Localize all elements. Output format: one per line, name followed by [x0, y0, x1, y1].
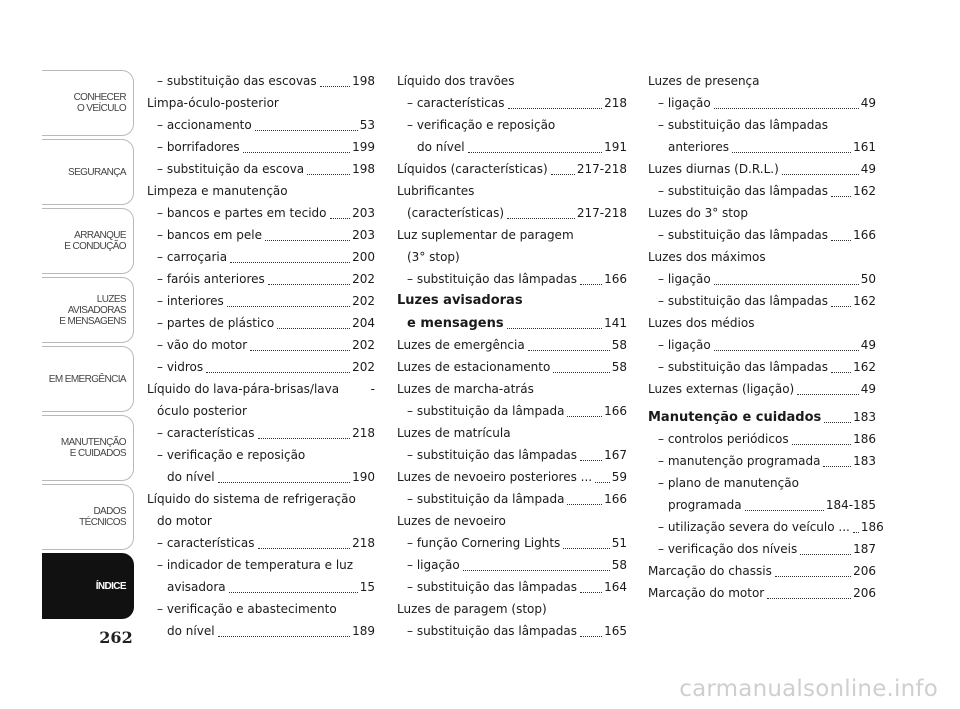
tab-luzes-avisadoras-e-mensagens[interactable]: LUZES AVISADORAS E MENSAGENS	[42, 277, 134, 343]
entry-page-number: 187	[853, 542, 876, 556]
entry-text: – bancos e partes em tecido	[157, 206, 327, 220]
entry-page-number: 217-218	[576, 206, 627, 220]
entry-text: – verificação e reposição	[407, 118, 556, 132]
entry-text: Luzes dos máximos	[648, 250, 766, 264]
entry-text: – verificação dos níveis	[658, 542, 798, 556]
entry-text: – partes de plástico	[157, 316, 275, 330]
index-entry	[147, 422, 375, 444]
index-entry	[648, 582, 876, 604]
entry-text: – manutenção programada	[658, 454, 821, 468]
entry-text: Lubrificantes	[397, 184, 475, 198]
entry-text: Limpa-óculo-posterior	[147, 96, 279, 110]
index-entry	[147, 488, 375, 510]
index-entry	[147, 356, 375, 378]
index-entry	[397, 334, 627, 356]
dot-leader	[831, 240, 851, 241]
dot-leader	[745, 510, 824, 511]
entry-page-number: 202	[352, 294, 375, 308]
tab-em-emergência[interactable]: EM EMERGÊNCIA	[42, 346, 134, 412]
dot-leader	[782, 174, 859, 175]
dot-leader	[277, 328, 350, 329]
entry-page-number: 183	[853, 454, 876, 468]
entry-text: – substituição das lâmpadas	[407, 448, 577, 462]
index-entry	[648, 378, 876, 400]
entry-text: (características)	[407, 206, 505, 220]
index-entry	[147, 136, 375, 158]
entry-page-number: 165	[604, 624, 627, 638]
index-entry	[147, 400, 375, 422]
index-entry	[648, 472, 876, 494]
entry-text: Marcação do motor	[648, 586, 765, 600]
entry-page-number: 202	[352, 338, 375, 352]
entry-page-number: 202	[352, 360, 375, 374]
dot-leader	[775, 576, 851, 577]
watermark: carmanualsonline.info	[679, 676, 938, 702]
dot-leader	[229, 592, 358, 593]
index-entry	[147, 576, 375, 598]
entry-text: – indicador de temperatura e luz	[157, 558, 354, 572]
entry-text: – utilização severa do veículo ...	[658, 520, 850, 534]
entry-page-number: 198	[352, 74, 375, 88]
dot-leader	[831, 306, 851, 307]
entry-page-number: 218	[352, 426, 375, 440]
entry-text: do motor	[157, 514, 212, 528]
entry-page-number: 162	[853, 360, 876, 374]
dot-leader	[258, 438, 351, 439]
entry-page-number: 189	[352, 624, 375, 638]
entry-text: – vão do motor	[157, 338, 248, 352]
dot-leader	[463, 570, 610, 571]
entry-page-number: 166	[853, 228, 876, 242]
index-entry	[147, 92, 375, 114]
dot-leader	[307, 174, 350, 175]
dot-leader	[567, 416, 602, 417]
index-entry	[648, 494, 876, 516]
entry-page-number: 49	[860, 382, 876, 396]
entry-text: Luzes dos médios	[648, 316, 755, 330]
index-entry	[397, 444, 627, 466]
index-entry	[147, 312, 375, 334]
entry-text: – substituição das lâmpadas	[658, 360, 828, 374]
entry-page-number: 49	[860, 96, 876, 110]
index-entry	[397, 290, 627, 312]
entry-text: Luzes de marcha-atrás	[397, 382, 534, 396]
dot-leader	[580, 636, 602, 637]
dot-leader	[563, 548, 609, 549]
entry-text: – substituição das lâmpadas	[407, 272, 577, 286]
index-entry	[648, 450, 876, 472]
entry-text: – borrifadores	[157, 140, 240, 154]
index-entry	[397, 400, 627, 422]
entry-text: – características	[407, 96, 505, 110]
entry-text: Luzes externas (ligação)	[648, 382, 795, 396]
entry-page-number: 217-218	[576, 162, 627, 176]
entry-page-number: 58	[611, 360, 627, 374]
entry-page-number: 58	[611, 558, 627, 572]
entry-text: – accionamento	[157, 118, 252, 132]
dot-leader	[792, 444, 852, 445]
entry-page-number: 202	[352, 272, 375, 286]
index-entry	[397, 378, 627, 400]
dot-leader	[508, 108, 603, 109]
entry-page-number: 203	[352, 206, 375, 220]
entry-text: – substituição das lâmpadas	[658, 294, 828, 308]
entry-text: Marcação do chassis	[648, 564, 772, 578]
dot-leader	[823, 466, 851, 467]
entry-text: Luzes de nevoeiro posteriores ...	[397, 470, 593, 484]
entry-text: Luzes do 3° stop	[648, 206, 748, 220]
entry-text: – substituição das escovas	[157, 74, 317, 88]
dot-leader	[714, 284, 859, 285]
index-entry	[648, 202, 876, 224]
index-entry	[147, 224, 375, 246]
entry-page-number: 141	[604, 316, 627, 330]
dot-leader	[580, 592, 602, 593]
index-entry	[648, 268, 876, 290]
entry-page-number: 58	[611, 338, 627, 352]
entry-page-number: 186	[853, 432, 876, 446]
tab-dados-técnicos[interactable]: DADOS TÉCNICOS	[42, 484, 134, 550]
entry-text: óculo posterior	[157, 404, 247, 418]
dot-leader	[243, 152, 350, 153]
dot-leader	[824, 422, 851, 423]
index-entry	[397, 532, 627, 554]
index-entry	[397, 422, 627, 444]
index-entry	[397, 356, 627, 378]
tab-índice[interactable]: ÍNDICE	[42, 553, 134, 619]
entry-text: – vidros	[157, 360, 204, 374]
entry-text: – características	[157, 426, 255, 440]
index-entry	[397, 620, 627, 642]
index-entry	[648, 70, 876, 92]
entry-text: – verificação e reposição	[157, 448, 306, 462]
index-entry	[147, 180, 375, 202]
section-tabs	[42, 70, 134, 622]
index-entry	[147, 444, 375, 466]
entry-text: anteriores	[668, 140, 729, 154]
entry-page-number: 50	[860, 272, 876, 286]
entry-page-number: 49	[860, 162, 876, 176]
entry-text: – carroçaria	[157, 250, 228, 264]
entry-text: do nível	[417, 140, 465, 154]
entry-page-number: 190	[352, 470, 375, 484]
index-entry	[147, 334, 375, 356]
dot-leader	[528, 350, 610, 351]
index-column-2	[397, 70, 627, 642]
entry-page-number: 15	[359, 580, 375, 594]
entry-text: – plano de manutenção	[658, 476, 799, 490]
tab-manutenção-e-cuidados[interactable]: MANUTENÇÃO E CUIDADOS	[42, 415, 134, 481]
entry-text: Líquido do lava-pára-brisas/lava	[147, 382, 340, 396]
index-entry	[397, 92, 627, 114]
entry-page-number: 164	[604, 580, 627, 594]
index-entry	[397, 224, 627, 246]
index-entry	[397, 268, 627, 290]
dot-leader	[218, 636, 351, 637]
dot-leader	[800, 554, 851, 555]
entry-page-number: 218	[352, 536, 375, 550]
index-entry	[397, 202, 627, 224]
entry-text: Luz suplementar de paragem	[397, 228, 574, 242]
index-entry	[397, 488, 627, 510]
index-entry	[147, 620, 375, 642]
dot-leader	[580, 284, 602, 285]
entry-text: programada	[668, 498, 742, 512]
dot-leader	[714, 350, 859, 351]
entry-page-number: 51	[611, 536, 627, 550]
entry-text: – função Cornering Lights	[407, 536, 561, 550]
dot-leader	[265, 240, 350, 241]
index-entry	[147, 598, 375, 620]
entry-page-number: 162	[853, 184, 876, 198]
index-column-1	[147, 70, 375, 642]
dot-leader	[732, 152, 851, 153]
entry-text: – controlos periódicos	[658, 432, 789, 446]
entry-text: Luzes diurnas (D.R.L.)	[648, 162, 779, 176]
entry-text: (3° stop)	[407, 250, 460, 264]
index-entry	[648, 158, 876, 180]
entry-text: – substituição da escova	[157, 162, 305, 176]
index-entry	[147, 532, 375, 554]
entry-page-number: 204	[352, 316, 375, 330]
entry-text: – bancos em pele	[157, 228, 262, 242]
dot-leader	[507, 328, 603, 329]
entry-text: Luzes de emergência	[397, 338, 525, 352]
dot-leader	[255, 130, 358, 131]
index-entry	[397, 114, 627, 136]
entry-text: – verificação e abastecimento	[157, 602, 337, 616]
index-entry	[648, 114, 876, 136]
entry-text: Manutenção e cuidados	[648, 410, 822, 425]
index-entry	[648, 224, 876, 246]
dot-leader	[258, 548, 351, 549]
entry-page-number: 166	[604, 492, 627, 506]
dot-leader	[206, 372, 350, 373]
tab-segurança[interactable]: SEGURANÇA	[42, 139, 134, 205]
entry-page-number: 166	[604, 404, 627, 418]
entry-text: – substituição da lâmpada	[407, 404, 565, 418]
entry-page-number: 198	[352, 162, 375, 176]
entry-text: e mensagens	[407, 316, 504, 331]
entry-page-number: 200	[352, 250, 375, 264]
entry-text: – substituição das lâmpadas	[407, 624, 577, 638]
index-column-3	[648, 70, 884, 604]
dot-leader	[553, 372, 609, 373]
entry-text: – substituição das lâmpadas	[658, 228, 828, 242]
index-entry	[147, 70, 375, 92]
index-entry	[648, 246, 876, 268]
dot-leader	[853, 532, 859, 533]
dot-leader	[551, 174, 575, 175]
entry-page-number: 53	[359, 118, 375, 132]
entry-page-number: 191	[604, 140, 627, 154]
entry-page-number: 183	[853, 410, 876, 424]
dot-leader	[218, 482, 351, 483]
index-entry	[648, 356, 876, 378]
entry-page-number: 49	[860, 338, 876, 352]
dot-leader	[468, 152, 603, 153]
index-entry	[648, 180, 876, 202]
dot-leader	[567, 504, 602, 505]
dot-leader	[831, 196, 851, 197]
entry-text: avisadora	[167, 580, 226, 594]
index-entry	[397, 510, 627, 532]
dot-leader	[320, 86, 350, 87]
index-entry	[648, 136, 876, 158]
index-entry	[397, 466, 627, 488]
entry-text: – substituição da lâmpada	[407, 492, 565, 506]
entry-text: – ligação	[658, 272, 711, 286]
dot-leader	[595, 482, 610, 483]
dot-leader	[230, 262, 350, 263]
line-break-hyphen: -	[370, 382, 375, 396]
entry-text: Luzes de presença	[648, 74, 760, 88]
entry-text: do nível	[167, 470, 215, 484]
index-entry	[397, 180, 627, 202]
index-entry	[147, 510, 375, 532]
entry-page-number: 184-185	[825, 498, 876, 512]
dot-leader	[330, 218, 351, 219]
entry-text: Luzes avisadoras	[397, 293, 523, 308]
index-entry	[648, 92, 876, 114]
entry-text: Luzes de estacionamento	[397, 360, 551, 374]
dot-leader	[507, 218, 575, 219]
index-entry	[147, 378, 375, 400]
page-number: 262	[99, 628, 133, 647]
index-entry	[147, 158, 375, 180]
dot-leader	[767, 598, 851, 599]
index-entry	[147, 554, 375, 576]
entry-page-number: 199	[352, 140, 375, 154]
entry-page-number: 59	[611, 470, 627, 484]
entry-page-number: 218	[604, 96, 627, 110]
index-entry	[397, 158, 627, 180]
dot-leader	[831, 372, 851, 373]
index-entry	[648, 560, 876, 582]
index-entry	[147, 114, 375, 136]
entry-page-number: 206	[853, 586, 876, 600]
index-entry	[147, 466, 375, 488]
index-entry	[397, 136, 627, 158]
index-entry	[397, 598, 627, 620]
entry-page-number: 161	[853, 140, 876, 154]
index-entry	[648, 428, 876, 450]
entry-page-number: 166	[604, 272, 627, 286]
entry-page-number: 162	[853, 294, 876, 308]
index-entry	[648, 290, 876, 312]
entry-page-number: 186	[860, 520, 884, 534]
entry-text: do nível	[167, 624, 215, 638]
entry-text: Líquidos (características)	[397, 162, 548, 176]
entry-page-number: 206	[853, 564, 876, 578]
index-entry	[648, 516, 884, 538]
index-entry	[147, 290, 375, 312]
tab-arranque-e-condução[interactable]: ARRANQUE E CONDUÇÃO	[42, 208, 134, 274]
index-entry	[397, 246, 627, 268]
entry-text: – características	[157, 536, 255, 550]
entry-text: – interiores	[157, 294, 224, 308]
dot-leader	[268, 284, 350, 285]
entry-text: Líquido dos travões	[397, 74, 515, 88]
entry-text: – ligação	[658, 96, 711, 110]
index-entry	[397, 70, 627, 92]
index-entry	[147, 268, 375, 290]
index-entry	[648, 334, 876, 356]
dot-leader	[580, 460, 602, 461]
entry-text: – substituição das lâmpadas	[407, 580, 577, 594]
entry-text: Luzes de paragem (stop)	[397, 602, 547, 616]
tab-conhecer-o-veículo[interactable]: CONHECER O VEÍCULO	[42, 70, 134, 136]
index-entry	[648, 312, 876, 334]
entry-page-number: 167	[604, 448, 627, 462]
index-entry	[147, 246, 375, 268]
entry-text: – substituição das lâmpadas	[658, 118, 828, 132]
entry-text: Limpeza e manutenção	[147, 184, 288, 198]
entry-text: – ligação	[407, 558, 460, 572]
dot-leader	[797, 394, 858, 395]
entry-text: Luzes de matrícula	[397, 426, 511, 440]
entry-text: – substituição das lâmpadas	[658, 184, 828, 198]
dot-leader	[250, 350, 350, 351]
index-entry	[397, 312, 627, 334]
index-entry	[648, 406, 876, 428]
entry-text: – ligação	[658, 338, 711, 352]
entry-text: – faróis anteriores	[157, 272, 265, 286]
dot-leader	[714, 108, 859, 109]
index-entry	[397, 576, 627, 598]
index-entry	[397, 554, 627, 576]
entry-text: Luzes de nevoeiro	[397, 514, 506, 528]
dot-leader	[227, 306, 350, 307]
index-entry	[648, 538, 876, 560]
index-entry	[147, 202, 375, 224]
entry-text: Líquido do sistema de refrigeração	[147, 492, 356, 506]
entry-page-number: 203	[352, 228, 375, 242]
